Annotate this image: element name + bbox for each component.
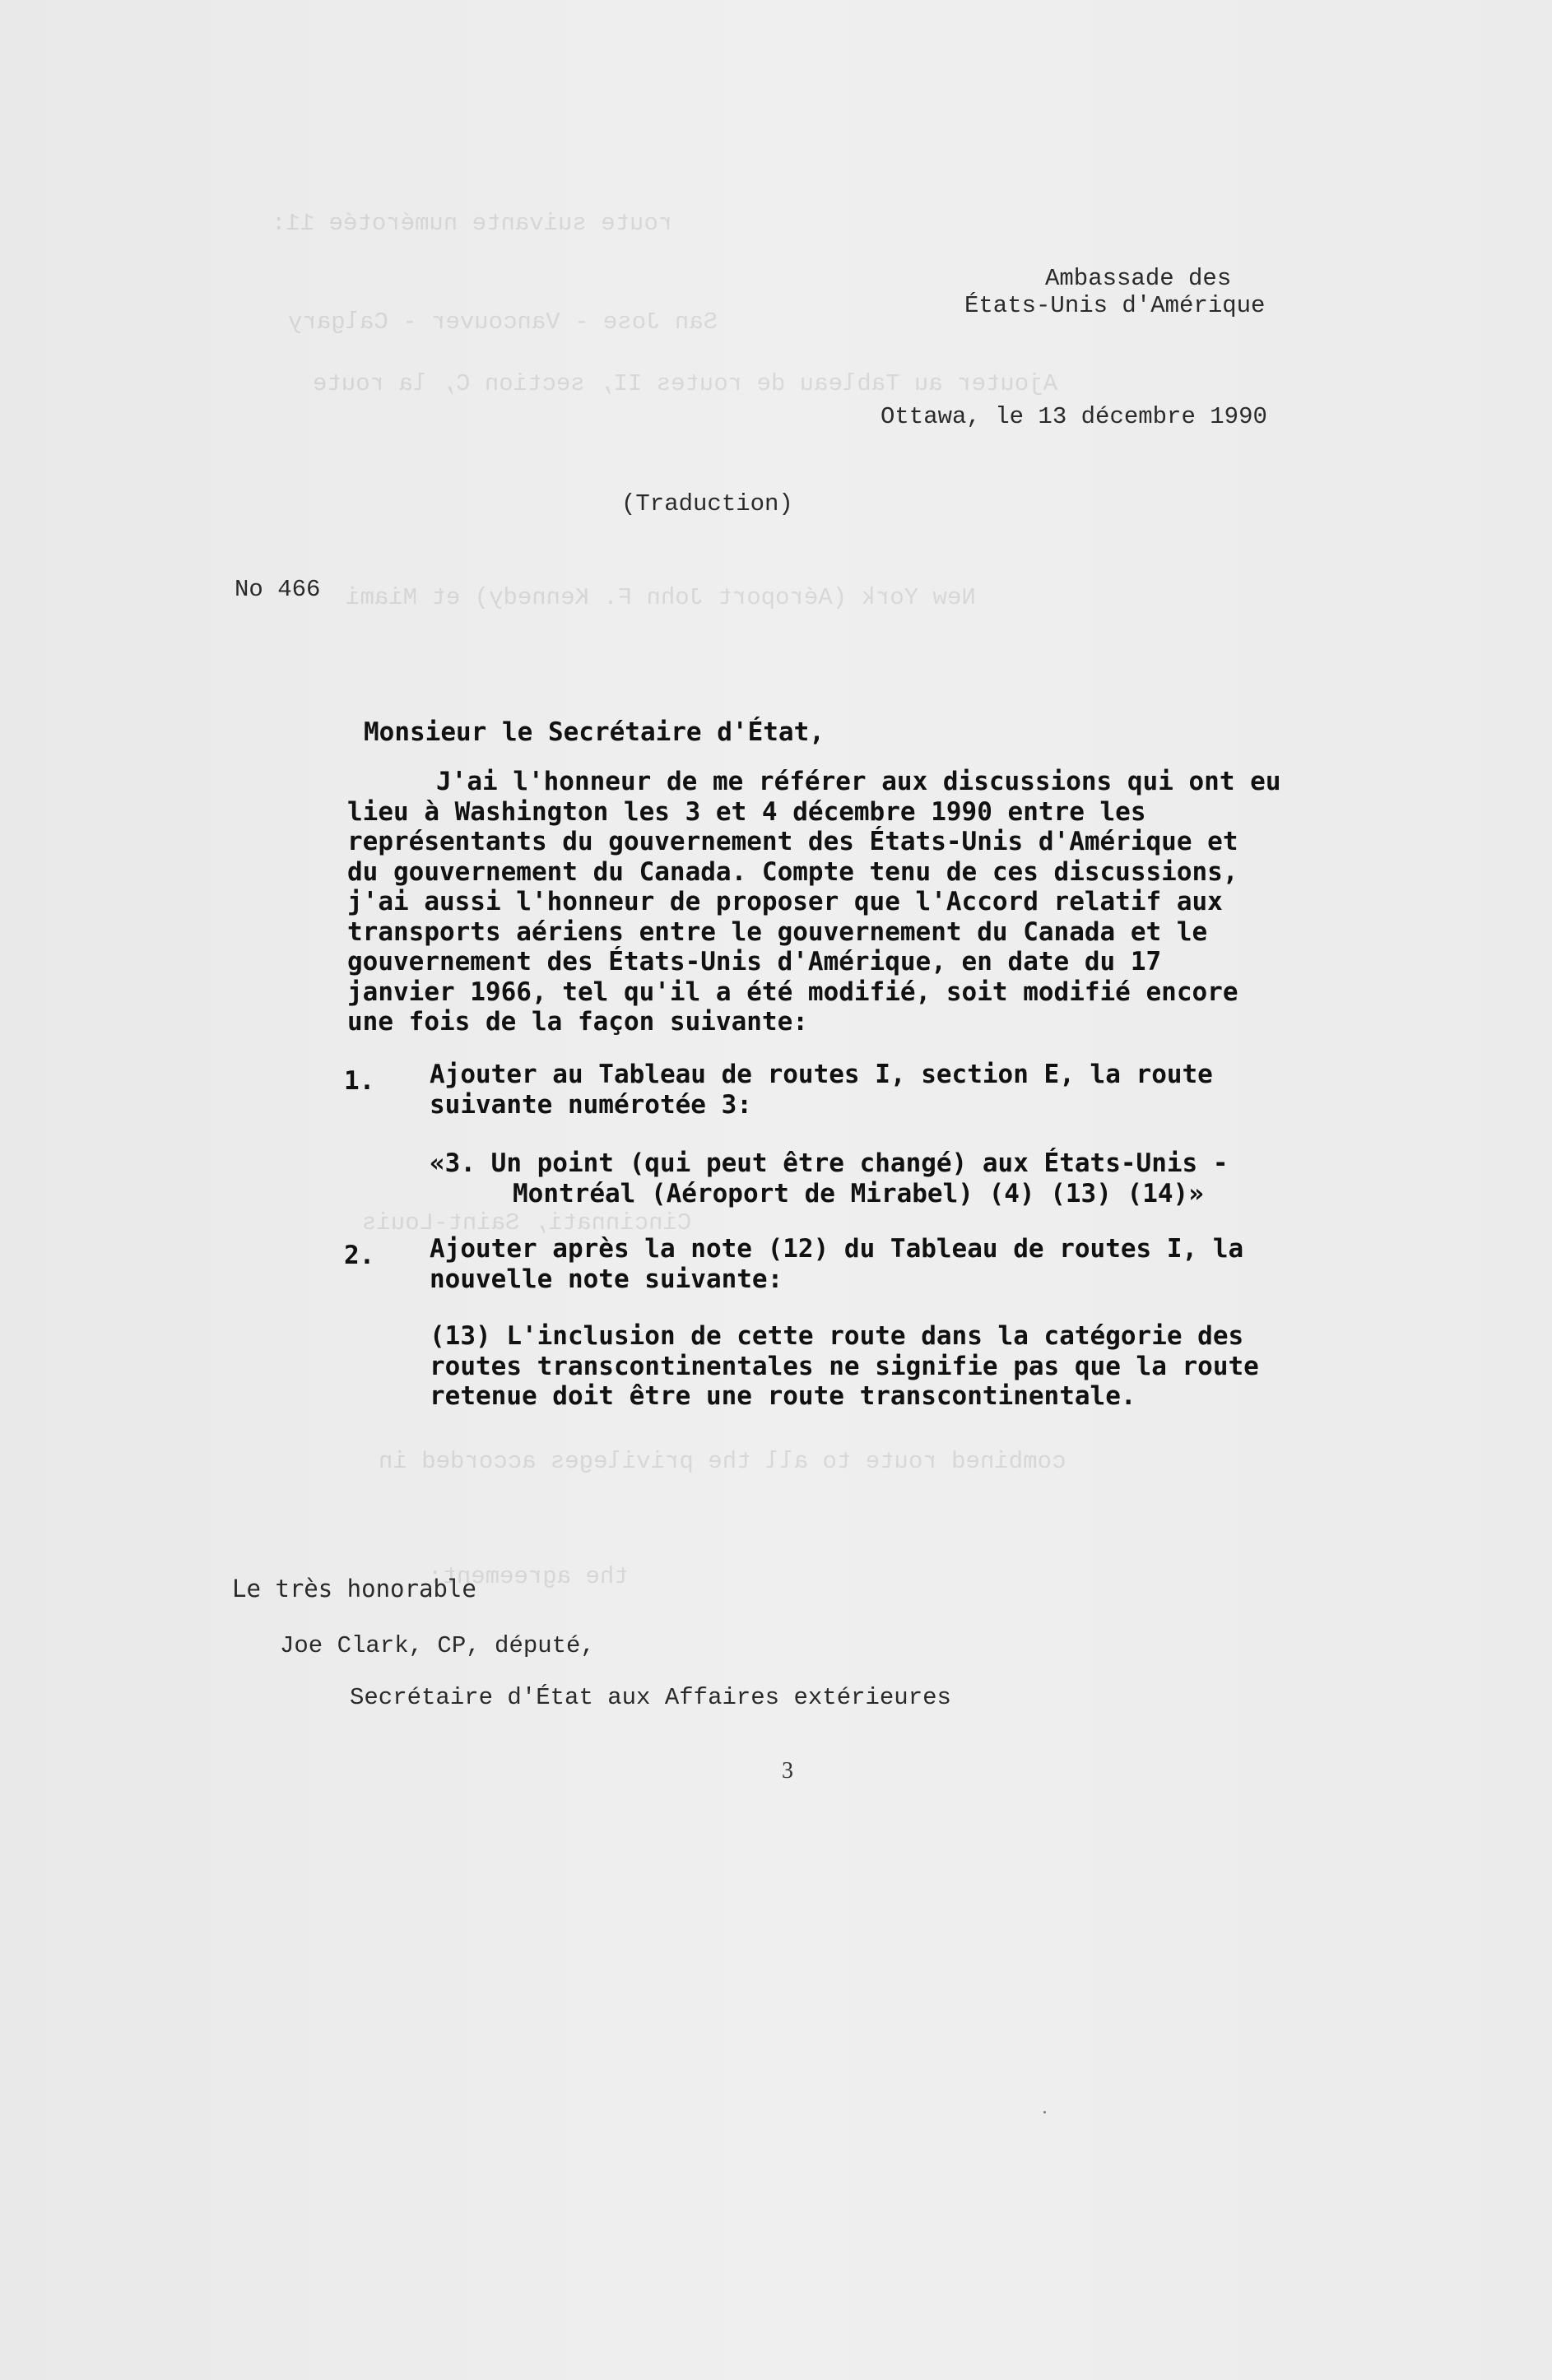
item-number: 1.: [344, 1066, 375, 1096]
addressee-line-1: Le très honorable: [232, 1575, 476, 1603]
body-line: lieu à Washington les 3 et 4 décembre 1990 entre les: [347, 796, 1146, 827]
body-line: transports aériens entre le gouvernement du Canada et le: [347, 916, 1208, 947]
note-line: retenue doit être une route transcontinentale.: [430, 1381, 1136, 1411]
route-line: Montréal (Aéroport de Mirabel) (4) (13) (14)»: [513, 1178, 1204, 1209]
letterhead-line-1: Ambassade des: [1045, 265, 1232, 292]
item-line: nouvelle note suivante:: [430, 1264, 783, 1294]
note-13: [430, 1321, 1259, 1412]
body-line: du gouvernement du Canada. Compte tenu de ces discussions,: [347, 856, 1238, 887]
bleed-through-text: Cincinnati, Saint-Louis: [362, 1209, 692, 1236]
bleed-through-text: the agreement:: [428, 1563, 629, 1590]
note-line: (13) L'inclusion de cette route dans la catégorie des: [430, 1321, 1244, 1351]
bleed-through-text: route suivante numérotée 11:: [272, 210, 673, 237]
addressee-line-3: Secrétaire d'État aux Affaires extérieures: [350, 1684, 951, 1711]
note-number: No 466: [235, 576, 321, 603]
body-line: janvier 1966, tel qu'il a été modifié, soit modifié encore: [347, 977, 1238, 1007]
place-date: Ottawa, le 13 décembre 1990: [881, 403, 1267, 430]
body-line: représentants du gouvernement des États-Unis d'Amérique et: [347, 827, 1238, 856]
item-number: 2.: [344, 1241, 375, 1270]
translation-note: (Traduction): [621, 490, 793, 517]
addressee-line-2: Joe Clark, CP, député,: [280, 1632, 595, 1659]
route-line: «3. Un point (qui peut être changé) aux États-Unis -: [430, 1148, 1229, 1178]
item-line: suivante numérotée 3:: [430, 1089, 752, 1120]
item-line: Ajouter au Tableau de routes I, section E, la route: [430, 1060, 1213, 1089]
bleed-through-text: New York (Aéroport John F. Kennedy) et Miami: [346, 584, 976, 611]
salutation: Monsieur le Secrétaire d'État,: [364, 717, 825, 747]
body-line: gouvernement des États-Unis d'Amérique, en date du 17: [347, 947, 1162, 977]
page-number: 3: [782, 1758, 793, 1784]
item-line: Ajouter après la note (12) du Tableau de routes I, la: [430, 1234, 1244, 1264]
item-text: [430, 1060, 1213, 1120]
note-line: routes transcontinentales ne signifie pas que la route: [430, 1351, 1259, 1381]
body-line: J'ai l'honneur de me référer aux discussions qui ont eu: [436, 767, 1281, 796]
body-paragraph: [347, 767, 1281, 1037]
item-text: [430, 1234, 1243, 1294]
paper-speck: [1043, 2111, 1046, 2113]
bleed-through-text: Ajouter au Tableau de routes II, section C, la route: [313, 370, 1057, 397]
body-line: j'ai aussi l'honneur de proposer que l'Accord relatif aux: [347, 887, 1223, 916]
bleed-through-text: San Jose - Vancouver - Calgary: [288, 309, 718, 336]
body-line: une fois de la façon suivante:: [347, 1007, 808, 1037]
letterhead-line-2: États-Unis d'Amérique: [964, 292, 1266, 319]
bleed-through-text: combined route to all the privileges accorded in: [379, 1448, 1066, 1475]
quoted-route: [430, 1148, 1229, 1209]
